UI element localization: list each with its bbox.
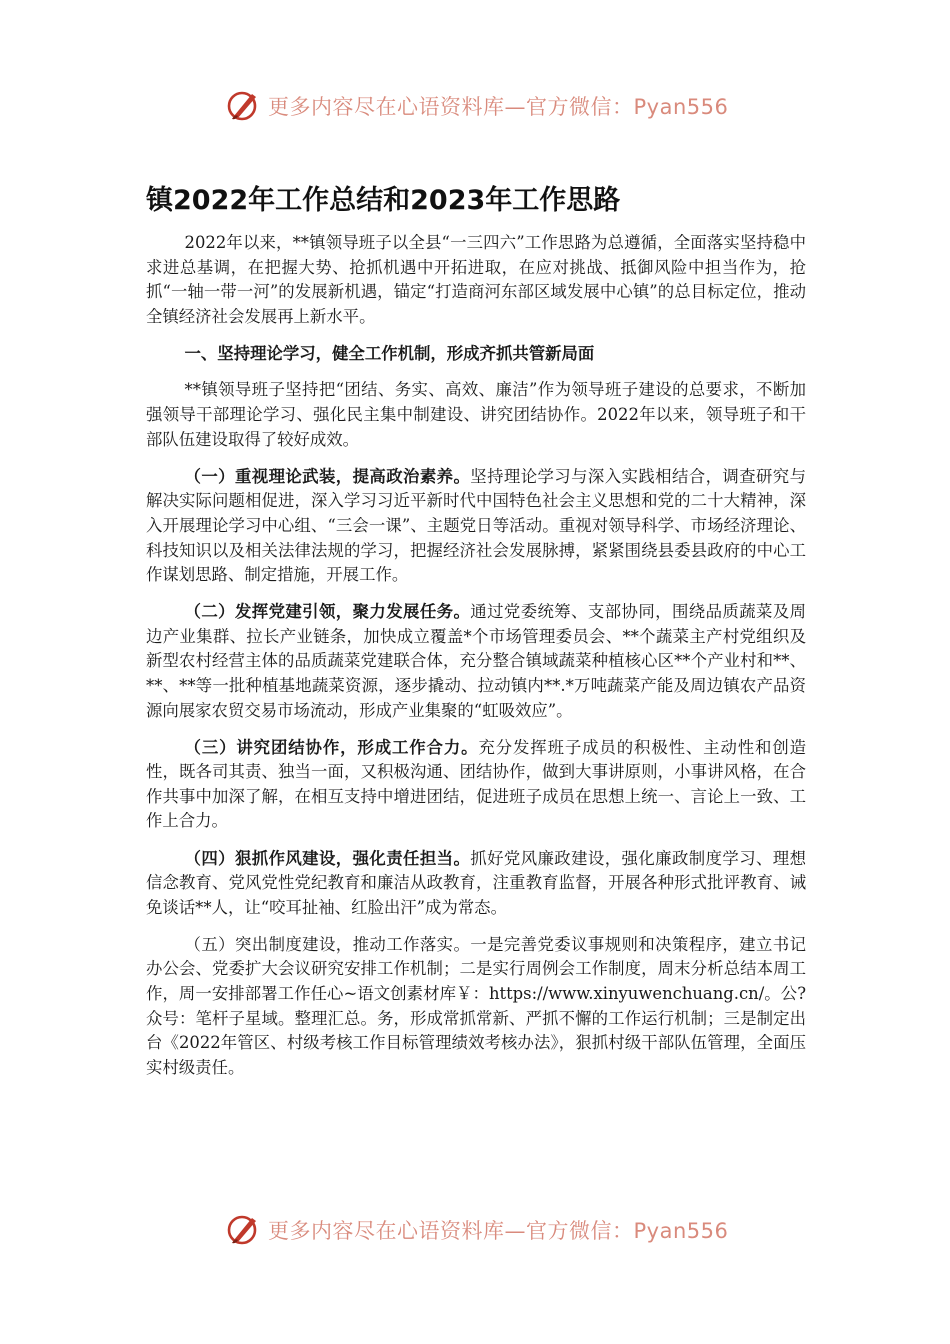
item-lead: （三）讲究团结协作，形成工作合力。	[184, 737, 479, 757]
footer-banner	[226, 1210, 746, 1250]
item-text: 坚持理论学习与深入实践相结合，调查研究与解决实际问题相促进，深入学习习近平新时代中国特色社会主义思想和党的二十大精神，深入开展理论学习中心组、“三会一课”、主题党日等活动。重视对领导科学、市场经济理论、科技知识以及相关法律法规的学习，把握经济社会发展脉搏，紧紧围绕县委县政府的中心工作谋划思路、制定措施，开展工作。	[146, 466, 807, 585]
item-paragraph-1	[146, 465, 806, 588]
brush-logo-icon	[226, 88, 262, 124]
header-banner	[226, 86, 746, 126]
document-title: 镇2022年工作总结和2023年工作思路	[146, 185, 621, 216]
item-lead: （一）重视理论武装，提高政治素养。	[184, 466, 471, 486]
item-paragraph-5: （五）突出制度建设，推动工作落实。一是完善党委议事规则和决策程序，建立书记办公会、党委扩大会议研究安排工作机制；二是实行周例会工作制度，周末分析总结本周工作，周一安排部署工作任心~语文创素材库￥：https://www.xinyuwenchuang.cn/。公?众号：笔杆子星域。整理汇总。务，形成常抓常新、严抓不懈的工作运行机制；三是制定出台《2022年管区、村级考核工作目标管理绩效考核办法》，狠抓村级干部队伍管理，全面压实村级责任。	[146, 934, 806, 1077]
intro-paragraph: 2022年以来，**镇领导班子以全县“一三四六”工作思路为总遵循，全面落实坚持稳中求进总基调，在把握大势、抢抓机遇中开拓进取，在应对挑战、抵御风险中担当作为，抢抓“一轴一带一河”的发展新机遇，锚定“打造商河东部区域发展中心镇”的总目标定位，推动全镇经济社会发展再上新水平。	[146, 233, 806, 326]
banner-text: 更多内容尽在心语资料库—官方微信：Pyan556	[268, 95, 729, 119]
item-paragraph-3	[146, 736, 806, 834]
item-text: 抓好党风廉政建设，强化廉政制度学习、理想信念教育、党风党性党纪教育和廉洁从政教育，注重教育监督，开展各种形式批评教育、诫免谈话**人，让“咬耳扯袖、红脸出汗”成为常态。	[146, 848, 807, 917]
banner-text: 更多内容尽在心语资料库—官方微信：Pyan556	[268, 1219, 729, 1243]
item-text: 通过党委统筹、支部协同，围绕品质蔬菜及周边产业集群、拉长产业链条，加快成立覆盖*个市场管理委员会、**个蔬菜主产村党组织及新型农村经营主体的品质蔬菜党建联合体，充分整合镇域蔬菜种植核心区**个产业村和**、**、**等一批种植基地蔬菜资源，逐步撬动、拉动镇内**.*万吨蔬菜产能及周边镇农产品资源向展家农贸交易市场流动，形成产业集聚的“虹吸效应”。	[146, 602, 807, 720]
item-paragraph-4	[146, 847, 806, 921]
item-text: 充分发挥班子成员的积极性、主动性和创造性，既各司其责、独当一面，又积极沟通、团结协作，做到大事讲原则，小事讲风格，在合作共事中加深了解，在相互支持中增进团结，促进班子成员在思想上统一、言论上一致、工作上合力。	[146, 737, 807, 831]
item-paragraph-2	[146, 600, 806, 723]
section-heading: 一、坚持理论学习，健全工作机制，形成齐抓共管新局面	[184, 343, 595, 363]
document-body	[146, 231, 806, 1093]
brush-logo-icon	[226, 1212, 262, 1248]
item-lead: （二）发挥党建引领，聚力发展任务。	[184, 602, 471, 622]
section-intro-paragraph: **镇领导班子坚持把“团结、务实、高效、廉洁”作为领导班子建设的总要求，不断加强领导干部理论学习、强化民主集中制建设、讲究团结协作。2022年以来，领导班子和干部队伍建设取得了较好成效。	[146, 380, 806, 449]
item-lead: （四）狠抓作风建设，强化责任担当。	[184, 848, 471, 868]
